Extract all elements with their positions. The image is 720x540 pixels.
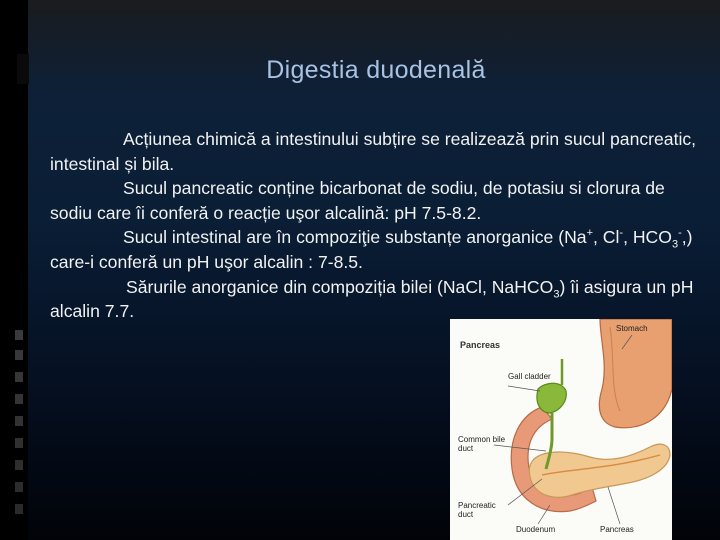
pancreas-anatomy-figure [450, 319, 672, 540]
slide-title: Digestia duodenală [266, 56, 486, 84]
decor-bar [15, 330, 23, 340]
gallbladder-shape [537, 383, 566, 413]
label-stomach: Stomach [616, 324, 648, 333]
decor-bar [15, 482, 23, 492]
decor-bar [15, 438, 23, 448]
label-pancreatic-duct: Pancreatic duct [458, 501, 496, 519]
label-gall-bladder: Gall cladder [508, 372, 551, 381]
decor-bar [15, 504, 23, 514]
paragraph-4: Sărurile anorganice din compoziția bilei (NaCl, NaHCO$_3$) îi asigura un pH alcalin 7.7. [50, 276, 694, 322]
paragraph-3: Sucul intestinal are în compoziţie substanțe anorganice (Na+, Cl-, $HCO_3^-$,) care-i conferă un pH uşor alcalin : 7-8.5. [50, 227, 693, 272]
slide-body [50, 127, 710, 324]
decor-bar [15, 372, 23, 382]
label-common-bile-duct: Common bile duct [458, 435, 506, 453]
decor-bar [15, 350, 23, 360]
paragraph-2: Sucul pancreatic conține bicarbonat de sodiu, de potasiu si clorura de sodiu care îi conferă o reacție uşor alcalină: pH 7.5-8.2. [50, 178, 665, 223]
label-duodenum: Duodenum [516, 525, 556, 534]
decor-bar [15, 460, 23, 470]
paragraph-1: Acțiunea chimică a intestinului subțire se realizează prin sucul pancreatic, intestinal și bila. [50, 129, 697, 174]
decor-bar [15, 394, 23, 404]
stomach-shape [599, 319, 672, 428]
decor-bar [15, 416, 23, 426]
figure-title: Pancreas [460, 340, 501, 350]
label-pancreas: Pancreas [600, 525, 634, 534]
